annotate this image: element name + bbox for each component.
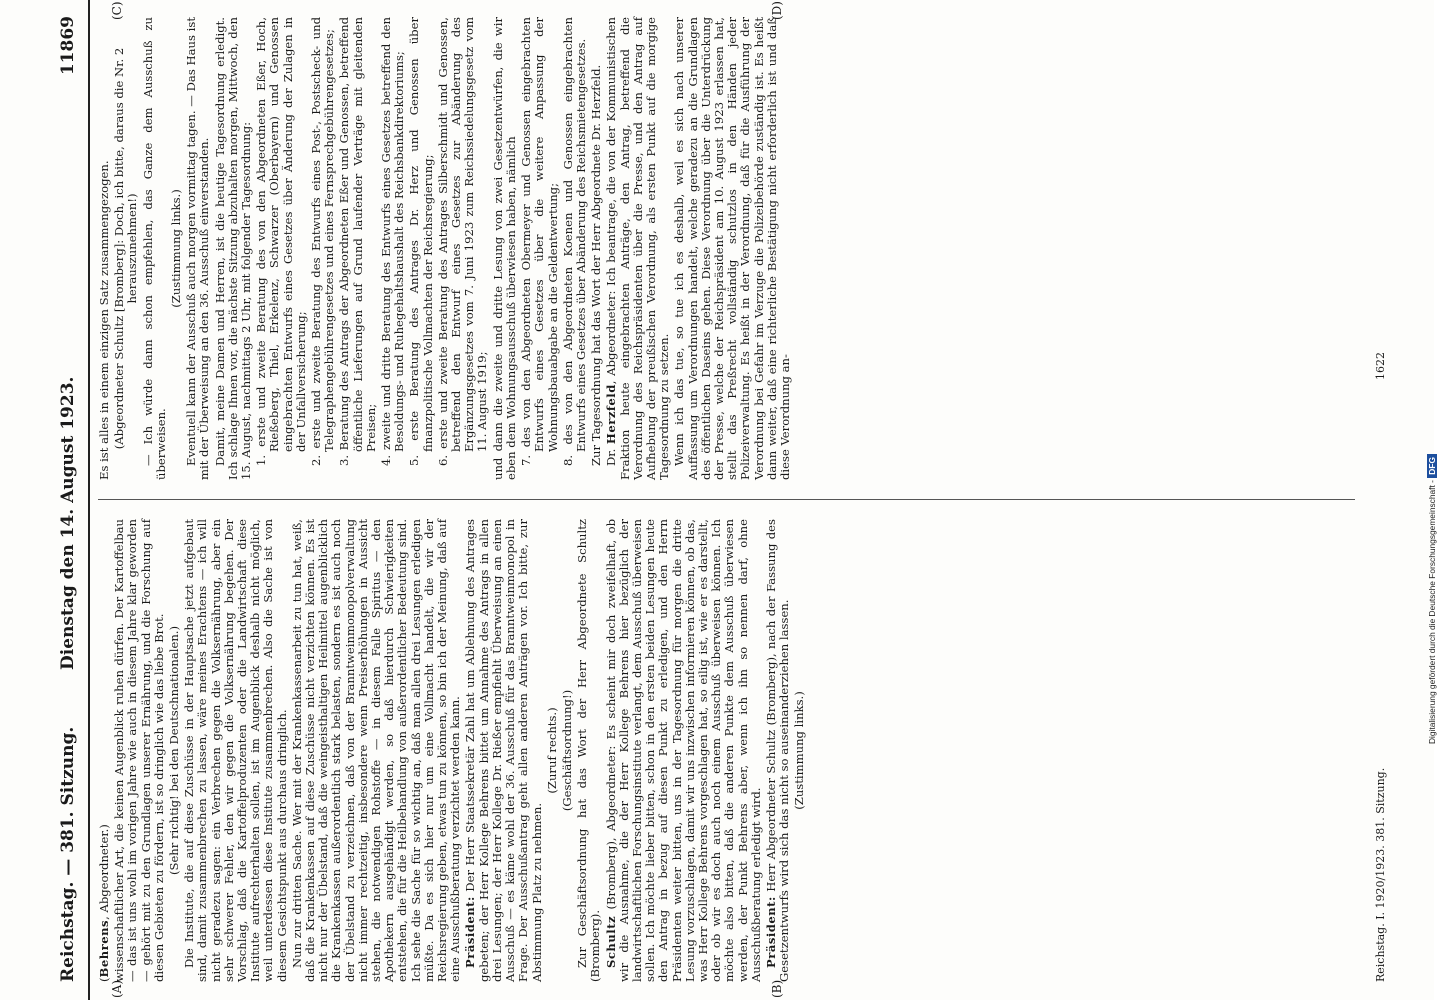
paragraph: (Sehr richtig! bei den Deutschnationalen.): [167, 625, 182, 876]
paragraph: Zur Geschäftsordnung hat das Wort der Herr Abgeordnete Schultz (Bromberg).: [575, 519, 603, 982]
paragraph: wissenschaftlicher Art, die keinen Augenblick ruhen dürfen. Der Kartoffelbau — das ist uns wohl im vorigen Jahre wie auch in diesem Jahre klar geworden — gehört mit zu den Grundlagen unserer Ernährung, und die Forschung auf diesen Gebieten zu fördern, ist so dringlich wie das liebe Brot.: [112, 519, 166, 982]
paragraph: Wenn ich das tue, so tue ich es deshalb, weil es sich nach unserer Auffassung um Verordnungen handelt, welche geradezu an die Grundlagen des öffentlichen Daseins gehen. Diese Verordnung über die Unterdrückung der Presse, welche der Reichspräsident am 10. August 1923 erlassen hat, stellt das Preßrecht vollständig schutzlos in den Händen jeder Polizeiverwaltung. Es heißt in der Verordnung, daß für die Ausführung der Verordnung bei Gefahr im Verzuge die Polizeibehörde zuständig ist. Es heißt dann weiter, daß eine richterliche Bestätigung nicht erforderlich ist und daß diese Verordnung an-: [672, 17, 792, 480]
credit-text: Digitalisierung gefördert durch die Deutsche Forschungsgemeinschaft -: [1427, 480, 1437, 744]
paragraph: Nun zur dritten Sache. Wer mit der Krankenkassenarbeit zu tun hat, weiß, daß die Krankenkassen auf diese Zuschüsse nicht verzichten können. Es ist nicht nur der Übelstand, daß die weingeisthaltigen Heilmittel augenblicklich die Krankenkassen außerordentlich stark belasten, sondern es ist auch noch der Übelstand zu verzeichnen, daß von der Branntweinmonopolverwaltung nicht immer rechtzeitig, insbesondere wenn Preiserhöhungen in Aussicht stehen, die notwendigen Rohstoffe — in diesem Falle Spiritus — den Apothekern ausgehändigt werden, so daß hierdurch Schwierigkeiten entstehen, die für die Heilbehandlung von außerordentlicher Bedeutung sind. Ich sehe die Sache für so wichtig an, daß man allen drei Lesungen erledigen müßte. Da es sich hier nur um eine Vollmacht handelt, die wir der Reichsregierung geben, etwas tun zu können, so bin ich der Meinung, daß auf eine Ausschußberatung verzichtet werden kann.: [289, 519, 463, 982]
header-date: Dienstag den 14. August 1923.: [58, 376, 78, 670]
paragraph: (Zustimmung links.): [169, 189, 184, 308]
paragraph: 8. des von den Abgeordneten Koenen und Genossen eingebrachten Entwurfs eines Gesetzes über Abänderung des Reichsmietengesetzes.: [560, 17, 588, 466]
paragraph: Präsident: Der Herr Staatssekretär Zahl hat um Ablehnung des Antrages gebeten; der Herr Kollege Behrens bittet um Annahme des Antrags in allen drei Lesungen; der Herr Kollege Dr. Rießer empfiehlt Überweisung an einen Ausschuß — es käme wohl der 36. Ausschuß für das Branntweinmonopol in Frage. Der Ausschußantrag geht allen anderen Anträgen vor. Ich bitte, zur Abstimmung Platz zu nehmen.: [463, 519, 544, 982]
paragraph: 6. erste und zweite Beratung des Antrages Silberschmidt und Genossen, betreffend den Entwurf eines Gesetzes zur Abänderung des Ergänzungsgesetzes vom 7. Juni 1923 zum Reichssiedelungsgesetz vom 11. August 1919;: [435, 17, 490, 466]
left-column: [98, 519, 1355, 982]
margin-tag-a: (A): [110, 979, 124, 998]
page-footer: Reichstag. I. 1920/1923. 381. Sitzung.: [1374, 767, 1387, 982]
paragraph: (Abgeordneter Schultz [Bromberg]: Doch, ich bitte, daraus die Nr. 2 herauszunehmen!): [112, 47, 140, 450]
margin-tag-c: (C): [110, 1, 124, 20]
paragraph: 4. zweite und dritte Beratung des Entwurfs eines Gesetzes betreffend den Besoldungs- und Ruhegehaltshaushalt des Reichsbankdirektoriums;: [379, 17, 407, 466]
paragraph: Zur Tagesordnung hat das Wort der Herr Abgeordnete Dr. Herzfeld.: [589, 64, 604, 466]
dfg-logo: DFG: [1427, 454, 1437, 478]
rotated-page-content: [50, 0, 1395, 1000]
column-divider: [98, 499, 1355, 500]
paragraph: (Behrens, Abgeordneter.): [97, 824, 111, 982]
margin-tag-d: (D): [770, 1, 784, 20]
paragraph: (Zuruf rechts.): [544, 707, 559, 794]
paragraph: Schultz (Bromberg), Abgeordneter: Es scheint mir doch zweifelhaft, ob wir die Ausnahme, die der Herr Kollege Behrens hier bezüglich der landwirtschaftlichen Forschungsinstitute verlangt, dem Ausschuß überweisen sollen. Ich möchte lieber bitten, schon in den ersten beiden Lesungen heute den Antrag in bezug auf diesen Punkt zu erledigen, und den Herrn Präsidenten weiter bitten, uns in der Tagesordnung für morgen die dritte Lesung vorzuschlagen, damit wir uns inzwischen informieren können, ob das, was Herr Kollege Behrens vorgeschlagen hat, so eilig ist, wie er es darstellt, oder ob wir es doch auch noch einem Ausschuß überweisen können. Ich möchte also bitten, daß die anderen Punkte dem Ausschuß überwiesen werden, der Punkt Behrens aber, wenn ich ihn so nennen darf, ohne Ausschußberatung erledigt wird.: [603, 519, 763, 982]
paragraph: Dr. Herzfeld, Abgeordneter: Ich beantrage, die von der Kommunistischen Fraktion heute eingebrachten Anträge, den Antrag, betreffend die Verordnung des Reichspräsidenten über die Presse, und den Antrag auf Aufhebung der preußischen Verordnung, als ersten Punkt auf die morgige Tagesordnung zu setzen.: [604, 17, 672, 480]
paragraph: 1. erste und zweite Beratung des von den Abgeordneten Eßer, Hoch, Rießeberg, Thiel, Erkelenz, Schwarzer (Oberbayern) und Genossen eingebrachten Entwurfs eines Gesetzes über Änderung der Zulagen in der Unfallversicherung;: [254, 17, 308, 466]
paragraph: 3. Beratung des Antrags der Abgeordneten Eßer und Genossen, betreffend öffentliche Lieferungen auf Grund laufender Verträge mit gleitenden Preisen;: [337, 17, 378, 466]
paragraph: Eventuell kann der Ausschuß auch morgen vormittag tagen. — Das Haus ist mit der Überweisung an den 36. Ausschuß einverstanden.: [184, 17, 212, 480]
paragraph: 2. erste und zweite Beratung des Entwurfs eines Post-, Postscheck- und Telegraphengebührengesetzes und eines Fernsprechgebührengesetzes;: [309, 17, 337, 466]
header-left: Reichstag. — 381. Sitzung.: [58, 726, 78, 982]
page-header: [50, 0, 90, 1000]
right-column: [98, 17, 1355, 480]
paragraph: (Zustimmung links.): [792, 691, 807, 810]
paragraph: 7. des von den Abgeordneten Obermeyer und Genossen eingebrachten Entwurfs eines Gesetzes über die weitere Anpassung der Wohnungsbauabgabe an die Geldentwertung;: [519, 17, 560, 466]
paragraph: 5. erste Beratung des Antrages Dr. Herz und Genossen über finanzpolitische Vollmachten der Reichsregierung;: [407, 17, 435, 466]
paragraph: und dann die zweite und dritte Lesung von zwei Gesetzentwürfen, die wir eben dem Wohnungsausschuß überwiesen haben, nämlich: [490, 17, 518, 480]
margin-tag-b: (B): [770, 979, 784, 998]
paragraph: (Geschäftsordnung!): [559, 689, 574, 812]
bottom-page-number: 1622: [1374, 352, 1387, 380]
credit-strip: [1413, 4, 1437, 996]
credit-text-wrapper: [1427, 454, 1437, 744]
paragraph: Es ist alles in einem einzigen Satz zusammengezogen.: [97, 160, 111, 480]
paragraph: — Ich würde dann schon empfehlen, das Ganze dem Ausschuß zu überweisen.: [140, 17, 168, 480]
paragraph: Die Institute, die auf diese Zuschüsse in der Hauptsache jetzt aufgebaut sind, damit zusammenbrechen zu lassen, wäre meines Erachtens — ich will nicht geradezu sagen: ein Verbrechen gegen die Volksernährung, aber ein sehr schwerer Fehler, den wir gegen die Volksernährung begehen. Der Vorschlag, daß die Kartoffelproduzenten oder die Landwirtschaft diese Institute aufrechterhalten sollen, ist im Augenblick deshalb nicht möglich, weil unterdessen diese Institute zusammenbrechen. Also die Sache ist von diesem Gesichtspunkt aus durchaus dringlich.: [182, 519, 289, 982]
header-page-number: 11869: [58, 16, 78, 76]
paragraph: Präsident: Herr Abgeordneter Schultz (Bromberg), nach der Fassung des Gesetzentwurfs wird sich das nicht so auseinanderziehen lassen.: [763, 519, 792, 982]
paragraph: Damit, meine Damen und Herren, ist die heutige Tagesordnung erledigt. Ich schlage Ihnen vor, die nächste Sitzung abzuhalten morgen, Mittwoch, den 15. August, nachmittags 2 Uhr, mit folgender Tagesordnung:: [212, 17, 254, 480]
